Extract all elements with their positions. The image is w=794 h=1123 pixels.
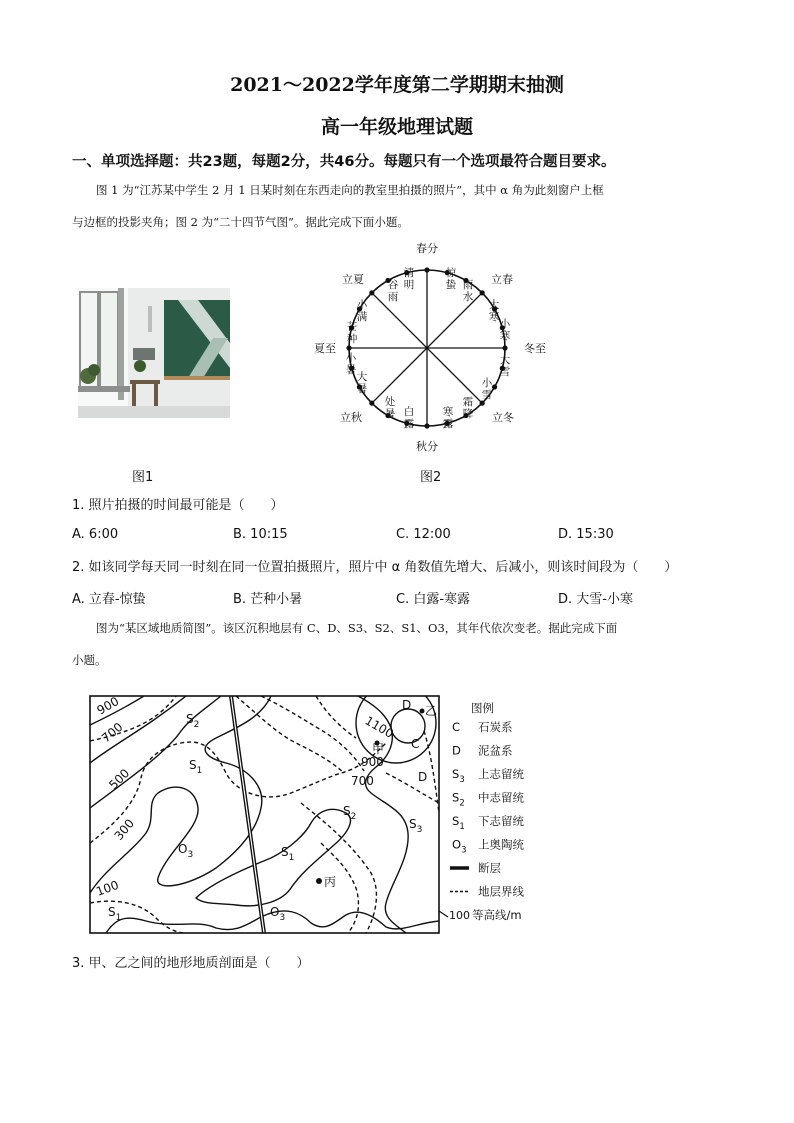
place-bing: 丙 <box>324 875 337 889</box>
term-chushu-char: 处 <box>384 396 396 408</box>
intro2-line2: 小题。 <box>72 653 107 667</box>
term-label-qiufen: 秋分 <box>416 440 438 453</box>
contour-label: 900 <box>361 755 384 769</box>
term-label-xiazhi: 夏至 <box>314 342 336 355</box>
term-label-dongzhi: 冬至 <box>524 342 546 355</box>
term-hanlu-char: 寒 <box>442 406 454 418</box>
stratum-label: D <box>402 698 412 712</box>
stratum-label: C <box>411 737 420 751</box>
term-xiaoxue-char: 小 <box>481 377 493 389</box>
term-label-lichun: 立春 <box>491 273 513 286</box>
term-jingzhe-char: 蛰 <box>445 279 457 291</box>
figure-2-caption: 图2 <box>420 470 442 485</box>
legend-symbol: D <box>452 743 461 758</box>
q1-option-d[interactable]: D. 15:30 <box>558 527 614 542</box>
term-yushui-char: 水 <box>462 291 474 303</box>
stratum-label: $S_1$ <box>108 905 122 923</box>
contour-label: 300 <box>111 816 138 843</box>
classroom-photo <box>78 288 230 418</box>
stratum-label: $S_1$ <box>281 845 295 863</box>
term-xiaoman-char: 小 <box>356 299 368 311</box>
term-mangzhong-char: 种 <box>346 333 358 345</box>
term-mangzhong-char: 芒 <box>346 321 358 333</box>
contour-inner <box>196 809 350 905</box>
term-chushu-char: 暑 <box>384 408 396 420</box>
term-dahan-char: 大 <box>488 299 500 311</box>
term-dahan-char: 寒 <box>488 311 500 323</box>
figure-1-caption: 图1 <box>132 470 154 485</box>
boundary-5 <box>316 696 356 738</box>
place-yi: 乙 <box>425 704 438 718</box>
intro2-line1: 图为“某区域地质简图”。该区沉积地层有 C、D、S3、S2、S1、O3，其年代依次变老。据此完成下面 <box>96 621 618 635</box>
term-dot <box>480 401 485 406</box>
q1-option-c[interactable]: C. 12:00 <box>396 527 451 542</box>
term-yushui-char: 雨 <box>462 279 474 291</box>
term-bailu-char: 白 <box>403 406 415 418</box>
term-xiaohan-char: 小 <box>499 318 511 330</box>
legend-symbol: $S_2$ <box>452 790 465 809</box>
term-qingming-char: 明 <box>403 279 415 291</box>
contour-label: 100 <box>94 877 121 899</box>
contour-hill-inner <box>391 709 425 743</box>
legend-text: 泥盆系 <box>478 743 513 758</box>
term-guyu-char: 谷 <box>387 279 399 291</box>
term-label-lixia: 立夏 <box>342 273 364 286</box>
legend-contour-symbol <box>439 911 448 917</box>
term-shuangjiang-char: 霜 <box>462 396 474 408</box>
legend-text: 上奥陶统 <box>478 837 524 852</box>
stratum-label: D <box>418 770 428 784</box>
term-xiaoshu-char: 小 <box>345 352 357 364</box>
contour-label: 700 <box>351 774 374 788</box>
legend-symbol: $S_3$ <box>452 767 465 785</box>
geological-map <box>86 693 541 938</box>
question-1-stem: 1. 照片拍摄的时间最可能是（ ） <box>72 498 284 513</box>
term-dashu-char: 暑 <box>356 383 368 395</box>
term-xiaoman-char: 满 <box>356 311 368 323</box>
q2-option-d[interactable]: D. 大雪-小寒 <box>558 592 633 607</box>
question-3-stem: 3. 甲、乙之间的地形地质剖面是（ ） <box>72 956 310 971</box>
stratum-label: $S_2$ <box>186 712 200 730</box>
exam-subtitle: 高一年级地理试题 <box>320 116 473 138</box>
term-daxue-char: 雪 <box>499 366 511 378</box>
boundary-9 <box>386 773 439 803</box>
stratum-label: $S_3$ <box>409 817 423 835</box>
legend-symbol: $O_3$ <box>452 837 467 856</box>
legend-text: 上志留统 <box>478 767 524 781</box>
term-hanlu-char: 露 <box>442 418 454 430</box>
boundary-6 <box>90 901 186 933</box>
term-jingzhe-char: 惊 <box>445 267 457 279</box>
q2-option-b[interactable]: B. 芒种小暑 <box>233 592 303 607</box>
legend-text: 中志留统 <box>478 790 524 805</box>
term-dot <box>369 290 374 295</box>
stratum-label: $S_1$ <box>189 758 203 776</box>
term-dot <box>424 267 429 272</box>
term-bailu-char: 露 <box>403 418 415 430</box>
question-2-stem: 2. 如该同学每天同一时刻在同一位置拍摄照片，照片中 α 角数值先增大、后减小，则该时间段为（ ） <box>72 560 678 575</box>
legend-text: 石炭系 <box>478 720 513 734</box>
term-xiaoxue-char: 雪 <box>481 389 493 401</box>
contour-label: 700 <box>98 719 126 746</box>
legend-contour-value: 100 <box>449 909 470 922</box>
term-daxue-char: 大 <box>499 354 511 366</box>
exam-title: 2021～2022学年度第二学期期末抽测 <box>230 74 564 96</box>
term-xiaohan-char: 寒 <box>499 330 511 342</box>
term-dashu-char: 大 <box>356 371 368 383</box>
term-dot <box>480 290 485 295</box>
q2-option-a[interactable]: A. 立春-惊蛰 <box>72 592 146 607</box>
legend-text: 断层 <box>478 861 501 875</box>
term-dot <box>424 423 429 428</box>
stratum-label: $O_3$ <box>270 905 286 923</box>
stratum-label: $O_3$ <box>178 842 194 860</box>
legend-title: 图例 <box>471 701 494 715</box>
legend-symbol: C <box>452 720 461 734</box>
stratum-label: $S_2$ <box>343 804 357 822</box>
term-dot <box>346 345 351 350</box>
legend-symbol: $S_1$ <box>452 814 465 832</box>
term-xiaoshu-char: 暑 <box>345 364 357 376</box>
term-dot <box>502 345 507 350</box>
q2-option-c[interactable]: C. 白露-寒露 <box>396 592 471 607</box>
intro1-line1: 图 1 为“江苏某中学生 2 月 1 日某时刻在东西走向的教室里拍摄的照片”，其中 α 角为此刻窗户上框 <box>96 183 604 197</box>
legend-text: 下志留统 <box>478 814 524 828</box>
term-label-chunfen: 春分 <box>416 242 438 255</box>
solar-terms-diagram <box>305 238 550 456</box>
term-guyu-char: 雨 <box>387 291 399 303</box>
intro-paragraph-2 <box>72 612 722 676</box>
intro1-line2: 与边框的投影夹角；图 2 为“二十四节气图”。据此完成下面小题。 <box>72 215 409 229</box>
term-dot <box>369 401 374 406</box>
legend-text: 等高线/m <box>472 908 522 922</box>
term-label-liqiu: 立秋 <box>340 411 362 424</box>
section-heading: 一、单项选择题：共23题，每题2分，共46分。每题只有一个选项最符合题目要求。 <box>72 154 616 170</box>
term-label-lidong: 立冬 <box>492 411 514 424</box>
contour-label: 1100 <box>362 713 396 741</box>
term-qingming-char: 清 <box>403 267 415 279</box>
intro-paragraph-1 <box>72 174 722 238</box>
contour-label: 900 <box>94 694 122 718</box>
term-dot <box>492 384 497 389</box>
place-jia: 甲 <box>372 742 385 756</box>
q1-option-a[interactable]: A. 6:00 <box>72 527 119 542</box>
q1-option-b[interactable]: B. 10:15 <box>233 527 288 542</box>
legend-text: 地层界线 <box>478 884 524 899</box>
contour-label: 500 <box>106 766 133 793</box>
term-shuangjiang-char: 降 <box>462 408 474 420</box>
